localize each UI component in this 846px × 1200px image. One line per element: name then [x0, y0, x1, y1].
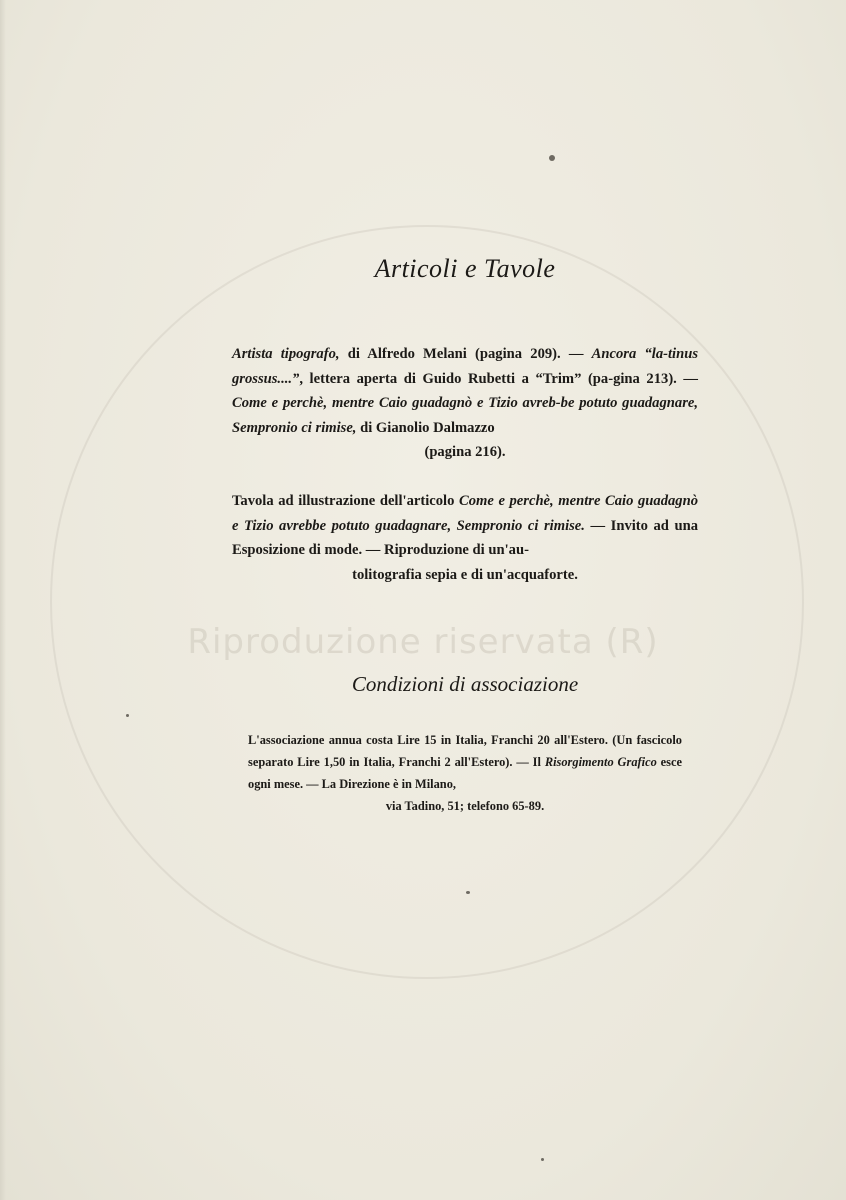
condizioni-italic: Risorgimento Grafico [544, 755, 657, 769]
paper-speck [126, 714, 129, 717]
watermark-text: Riproduzione riservata (R) [187, 622, 659, 662]
article-title-2: Ancora [591, 346, 637, 362]
paper-speck [549, 155, 555, 161]
article-text-1: di Alfredo Melani (pagina 209). — [339, 346, 592, 362]
condizioni-paragraph [248, 729, 682, 817]
article-text-2: , lettera aperta di Guido Rubetti a “Trim” (pa-gina 213). — [299, 370, 698, 387]
article-title-2-quote: “la-tinus grossus....” [232, 346, 698, 387]
condizioni-text-2: esce ogni mese. — La Direzione è in Milano, [248, 755, 682, 791]
article-title-3: Come e perchè, mentre Caio guadagnò e Tizio avreb-be potuto guadagnare, Sempronio ci rimise, [232, 395, 698, 436]
page-title: Articoli e Tavole [374, 254, 556, 283]
tavole-text-3: tolitografia sepia e di un'acquaforte. [352, 566, 578, 583]
tavole-paragraph [232, 489, 698, 587]
condizioni-text-1: L'associazione annua costa Lire 15 in Italia, Franchi 20 all'Estero. (Un fascicolo separato Lire 1,50 in Italia, Franchi 2 all'Estero). — Il [248, 733, 682, 769]
condizioni-text-3: via Tadino, 51; telefono 65-89. [385, 799, 545, 813]
article-page-ref: (pagina 216). [424, 444, 506, 460]
tavole-text-2: — Invito ad una Esposizione di mode. — Riproduzione di un'au- [232, 517, 699, 558]
section-subtitle: Condizioni di associazione [351, 672, 579, 696]
article-title-1: Artista tipografo, [232, 346, 340, 362]
article-text-3: di Gianolio Dalmazzo [356, 419, 495, 436]
paper-speck [541, 1158, 544, 1161]
tavole-text-1: Tavola ad illustrazione dell'articolo [232, 493, 459, 509]
paper-speck [466, 891, 470, 894]
articoli-paragraph [232, 342, 698, 465]
tavole-italic: Come e perchè, mentre Caio guadagnò e Tizio avrebbe potuto guadagnare, Sempronio ci rimise. [232, 493, 699, 534]
